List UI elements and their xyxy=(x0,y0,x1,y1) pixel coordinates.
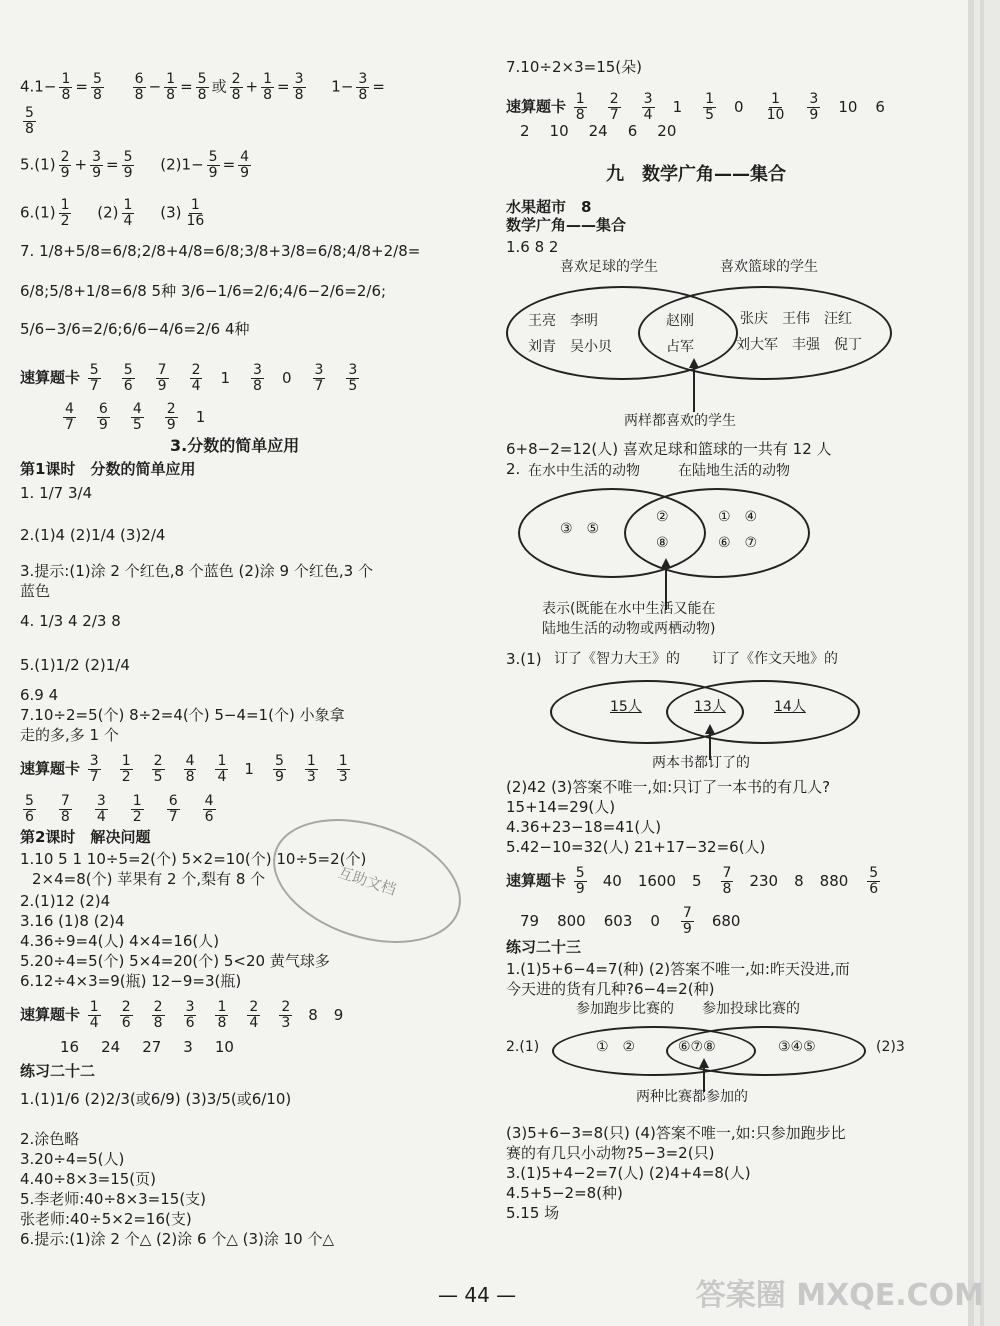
speed-card-value: $\frac{5}{9}$ xyxy=(274,753,284,785)
speed-card-value: $\frac{1}{10}$ xyxy=(766,91,785,123)
text-line: 4.5+5−2=8(种) xyxy=(506,1184,623,1202)
speed-card-value: 1 xyxy=(672,97,683,116)
text-line: 6.9 4 xyxy=(20,686,59,704)
text-line: 3.(1)5+4−2=7(人) (2)4+4=8(人) xyxy=(506,1164,751,1182)
speed-card-value: $\frac{5}{6}$ xyxy=(123,362,133,394)
speed-card: 速算题卡 $\frac{1}{8}$ $\frac{2}{7}$ $\frac{3}{4}$ 1 $\frac{1}{5}$ 0 $\frac{1}{10}$ $\frac{3}{9}$ 10 6 xyxy=(506,91,885,123)
text-line: 数学广角——集合 xyxy=(506,216,627,234)
speed-card-value: $\frac{4}{8}$ xyxy=(185,753,195,785)
speed-card-value: $\frac{7}{8}$ xyxy=(722,865,732,897)
text-line: 6+8−2=12(人) 喜欢足球和篮球的一共有 12 人 xyxy=(506,440,832,458)
speed-card-value: $\frac{3}{5}$ xyxy=(348,362,358,394)
speed-card-value: $\frac{1}{2}$ xyxy=(132,793,142,825)
speed-card-value: 9 xyxy=(333,1005,344,1024)
speed-card-value: $\frac{2}{8}$ xyxy=(153,999,163,1031)
speed-card-value: $\frac{4}{7}$ xyxy=(65,401,74,433)
speed-card-values xyxy=(520,906,758,936)
speed-card-value: $\frac{6}{9}$ xyxy=(98,401,108,433)
text-line: 水果超市 8 xyxy=(506,198,592,216)
speed-card-value: 24 xyxy=(101,1038,121,1056)
speed-card-values xyxy=(60,1040,256,1055)
text-line: 赛的有几只小动物?5−3=2(只) xyxy=(506,1144,715,1162)
speed-card-value: $\frac{1}{8}$ xyxy=(217,999,227,1031)
watermark-logo: 答案圈 MXQE.COM xyxy=(695,1278,984,1313)
arrow-icon xyxy=(686,358,702,412)
text-line: (2)42 (3)答案不唯一,如:只订了一本书的有几人? xyxy=(506,778,831,796)
venn-diagram-races: 参加跑步比赛的 参加投球比赛的 2.(1) ① ② ⑥⑦⑧ ③④⑤ (2)3 两种比赛都参加的 xyxy=(506,1001,905,1105)
text-line: 1. 1/7 3/4 xyxy=(20,484,93,502)
text-line: 2. xyxy=(506,460,521,478)
text-line: 2.(1)4 (2)1/4 (3)2/4 xyxy=(20,526,166,544)
speed-card-value: $\frac{2}{3}$ xyxy=(281,999,291,1031)
text-line: 5/6−3/6=2/6;6/6−4/6=2/6 4种 xyxy=(20,320,250,338)
speed-card-value: $\frac{2}{9}$ xyxy=(166,401,176,433)
speed-card-value: $\frac{2}{4}$ xyxy=(191,362,201,394)
chapter-title: 九 数学广角——集合 xyxy=(606,164,786,185)
speed-card-value: 24 xyxy=(588,122,608,140)
speed-card-value: 27 xyxy=(142,1038,162,1056)
text-line: 2.涂色略 xyxy=(20,1130,80,1148)
speed-card-value: 8 xyxy=(794,871,804,890)
speed-card-value: $\frac{3}{4}$ xyxy=(96,793,106,825)
speed-card-value: $\frac{2}{5}$ xyxy=(153,753,163,785)
speed-card-value: 1 xyxy=(244,759,254,778)
speed-card-value: $\frac{7}{9}$ xyxy=(682,905,692,937)
speed-card-value: $\frac{4}{6}$ xyxy=(204,793,214,825)
speed-card-value: $\frac{5}{7}$ xyxy=(89,362,99,394)
speed-card-value: $\frac{1}{3}$ xyxy=(338,753,348,785)
speed-card-value: 1 xyxy=(195,407,206,426)
speed-card-value: 2 xyxy=(520,122,530,140)
speed-card-value: 1 xyxy=(220,368,231,387)
speed-card-value: $\frac{1}{4}$ xyxy=(89,999,99,1031)
speed-card-value: $\frac{5}{6}$ xyxy=(25,793,34,825)
speed-card-values xyxy=(60,402,223,432)
speed-card-value: 16 xyxy=(60,1038,80,1056)
section-title: 3.分数的简单应用 xyxy=(170,436,300,455)
text-line: 3.20÷4=5(人) xyxy=(20,1150,125,1168)
text-line: 5.李老师:40÷8×3=15(支) xyxy=(20,1190,207,1208)
speed-card: 速算题卡 $\frac{1}{4}$ $\frac{2}{6}$ $\frac{2}{8}$ $\frac{3}{6}$ $\frac{1}{8}$ $\frac{2}{4}$ $\frac{2}{3}$ 8 9 xyxy=(20,999,344,1031)
speed-card-value: $\frac{3}{7}$ xyxy=(89,753,99,785)
speed-card-value: 20 xyxy=(657,122,677,140)
text-line: $\frac{5}{8}$ xyxy=(25,105,34,137)
text-line: 6/8;5/8+1/8=6/8 5种 3/6−1/6=2/6;4/6−2/6=2/6; xyxy=(20,282,387,300)
speed-card-value: $\frac{6}{7}$ xyxy=(168,793,178,825)
speed-card-value: 10 xyxy=(214,1038,234,1056)
speed-card-values xyxy=(520,124,696,139)
text-line: 5.15 场 xyxy=(506,1204,560,1222)
lesson-title: 第1课时 分数的简单应用 xyxy=(20,460,196,478)
right-set xyxy=(624,488,810,578)
speed-card-value: 79 xyxy=(520,911,540,930)
text-line: 5.20÷4=5(个) 5×4=20(个) 5<20 黄气球多 xyxy=(20,952,330,970)
speed-card-value: $\frac{2}{4}$ xyxy=(249,999,259,1031)
text-line: 走的多,多 1 个 xyxy=(20,726,119,744)
speed-card: 速算题卡 $\frac{5}{7}$ $\frac{5}{6}$ $\frac{7}{9}$ $\frac{2}{4}$ 1 $\frac{3}{8}$ 0 $\frac{3}{7}$ $\frac{3}{5}$ xyxy=(20,363,377,393)
lesson-title: 第2课时 解决问题 xyxy=(20,828,151,846)
text-line: 3.(1) xyxy=(506,650,542,668)
speed-card-value: $\frac{1}{3}$ xyxy=(306,753,316,785)
speed-card-value: 0 xyxy=(650,911,660,930)
speed-card-value: $\frac{2}{7}$ xyxy=(609,91,619,123)
page-edge xyxy=(980,0,984,1326)
speed-card-value: 8 xyxy=(308,1005,318,1024)
page-number: — 44 — xyxy=(438,1283,517,1307)
speed-card-values xyxy=(20,794,236,824)
text-line: 4.36÷9=4(人) 4×4=16(人) xyxy=(20,932,220,950)
speed-card-value: $\frac{1}{5}$ xyxy=(705,91,715,123)
text-line: 5.42−10=32(人) 21+17−32=6(人) xyxy=(506,838,766,856)
text-line: 15+14=29(人) xyxy=(506,798,616,816)
exercise-title: 练习二十三 xyxy=(506,938,582,956)
venn-diagram-books: 订了《智力大王》的 订了《作文天地》的 15人 13人 14人 两本书都订了的 xyxy=(506,652,906,802)
speed-card-value: 0 xyxy=(281,368,292,387)
speed-card-value: $\frac{3}{8}$ xyxy=(253,362,262,394)
speed-card-value: 603 xyxy=(603,911,633,930)
exercise-title: 练习二十二 xyxy=(20,1062,96,1080)
speed-card-value: $\frac{7}{9}$ xyxy=(157,362,167,394)
speed-card-value: 230 xyxy=(749,871,779,890)
speed-card-value: 40 xyxy=(602,871,622,890)
text-line: 4. 1/3 4 2/3 8 xyxy=(20,612,121,630)
text-line: 3.提示:(1)涂 2 个红色,8 个蓝色 (2)涂 9 个红色,3 个 xyxy=(20,562,373,580)
text-line: 4.1− $\frac{1}{8}$ = $\frac{5}{8}$ $\frac{6}{8}$ − $\frac{1}{8}$ = $\frac{5}{8}$ 或 $\frac{2}{8}$ + $\frac{1}{8}$ = $\frac{3}{8}$ 1− $\frac{3}{8}$ = xyxy=(20,71,385,103)
text-line: 1.(1)5+6−4=7(种) (2)答案不唯一,如:昨天没进,而 xyxy=(506,960,850,978)
speed-card-value: 10 xyxy=(549,122,569,140)
page-edge xyxy=(968,0,974,1326)
speed-card-value: 6 xyxy=(627,122,638,140)
text-line: 4.36+23−18=41(人) xyxy=(506,818,662,836)
text-line: 5.(1)1/2 (2)1/4 xyxy=(20,656,130,674)
speed-card-value: 0 xyxy=(734,97,744,116)
speed-card-value: 5 xyxy=(692,871,702,890)
text-line: 7.10÷2×3=15(朵) xyxy=(506,58,642,76)
speed-card-value: 3 xyxy=(183,1038,193,1056)
speed-card-value: $\frac{2}{6}$ xyxy=(121,999,131,1031)
text-line: 6.提示:(1)涂 2 个△ (2)涂 6 个△ (3)涂 10 个△ xyxy=(20,1230,335,1248)
text-line: 6.(1) $\frac{1}{2}$ (2) $\frac{1}{4}$ (3) $\frac{1}{16}$ xyxy=(20,197,205,229)
speed-card-value: $\frac{4}{5}$ xyxy=(132,401,142,433)
text-line: 2×4=8(个) 苹果有 2 个,梨有 8 个 xyxy=(32,870,266,888)
text-line: (3)5+6−3=8(只) (4)答案不唯一,如:只参加跑步比 xyxy=(506,1124,846,1142)
text-line: 5.(1) $\frac{2}{9}$ + $\frac{3}{9}$ = $\frac{5}{9}$ (2)1− $\frac{5}{9}$ = $\frac{4}{9}$ xyxy=(20,149,250,181)
speed-card-value: $\frac{5}{6}$ xyxy=(869,865,879,897)
right-set xyxy=(638,286,892,380)
text-line: 3.16 (1)8 (2)4 xyxy=(20,912,125,930)
text-line: 1.(1)1/6 (2)2/3(或6/9) (3)3/5(或6/10) xyxy=(20,1090,292,1108)
speed-card-value: 800 xyxy=(557,911,586,930)
speed-card-value: $\frac{3}{4}$ xyxy=(643,91,653,123)
speed-card-value: $\frac{3}{9}$ xyxy=(809,91,819,123)
venn-diagram-animals: 在水中生活的动物 在陆地生活的动物 ③ ⑤ ② ⑧ ① ④ ⑥ ⑦ 表示(既能在水中生活又能在 陆地生活的动物或两栖动物) xyxy=(506,462,906,642)
text-line: 6.12÷4×3=9(瓶) 12−9=3(瓶) xyxy=(20,972,242,990)
speed-card-value: $\frac{3}{7}$ xyxy=(314,362,324,394)
speed-card: 速算题卡 $\frac{5}{9}$ 40 1600 5 $\frac{7}{8}$ 230 8 880 $\frac{5}{6}$ xyxy=(506,865,879,897)
text-line: 2.(1)12 (2)4 xyxy=(20,892,111,910)
speed-card-value: 680 xyxy=(711,911,741,930)
speed-card-value: $\frac{3}{6}$ xyxy=(185,999,195,1031)
venn-diagram-football-basketball: 喜欢足球的学生 喜欢篮球的学生 王亮 李明 刘青 吴小贝 赵刚 占军 张庆 王伟 汪红 刘大军 丰强 倪丁 两样都喜欢的学生 xyxy=(506,258,906,438)
text-line: 7.10÷2=5(个) 8÷2=4(个) 5−4=1(个) 小象拿 xyxy=(20,706,345,724)
text-line: 张老师:40÷5×2=16(支) xyxy=(20,1210,192,1228)
text-line: 今天进的货有几种?6−4=2(种) xyxy=(506,980,715,998)
speed-card: 速算题卡 $\frac{3}{7}$ $\frac{1}{2}$ $\frac{2}{5}$ $\frac{4}{8}$ $\frac{1}{4}$ 1 $\frac{5}{9}$ $\frac{1}{3}$ $\frac{1}{3}$ xyxy=(20,753,348,785)
speed-card-value: 1600 xyxy=(637,871,676,890)
text-line: 1.10 5 1 10÷5=2(个) 5×2=10(个) 10÷5=2(个) xyxy=(20,850,367,868)
speed-card-value: $\frac{7}{8}$ xyxy=(60,793,70,825)
handwritten-stamp: 互助文档 xyxy=(257,797,477,965)
text-line: 4.40÷8×3=15(页) xyxy=(20,1170,156,1188)
text-line: 蓝色 xyxy=(20,582,51,600)
speed-card-value: 6 xyxy=(875,97,885,116)
speed-card-value: $\frac{1}{4}$ xyxy=(217,753,227,785)
text-line: 1.6 8 2 xyxy=(506,238,559,256)
speed-card-value: 10 xyxy=(838,97,858,116)
speed-card-value: $\frac{1}{2}$ xyxy=(121,753,131,785)
speed-card-value: 880 xyxy=(819,871,849,890)
speed-card-value: $\frac{5}{9}$ xyxy=(575,865,585,897)
arrow-icon xyxy=(696,1058,712,1092)
speed-card-value: $\frac{1}{8}$ xyxy=(575,91,585,123)
text-line: 7. 1/8+5/8=6/8;2/8+4/8=6/8;3/8+3/8=6/8;4/8+2/8= xyxy=(20,242,421,260)
